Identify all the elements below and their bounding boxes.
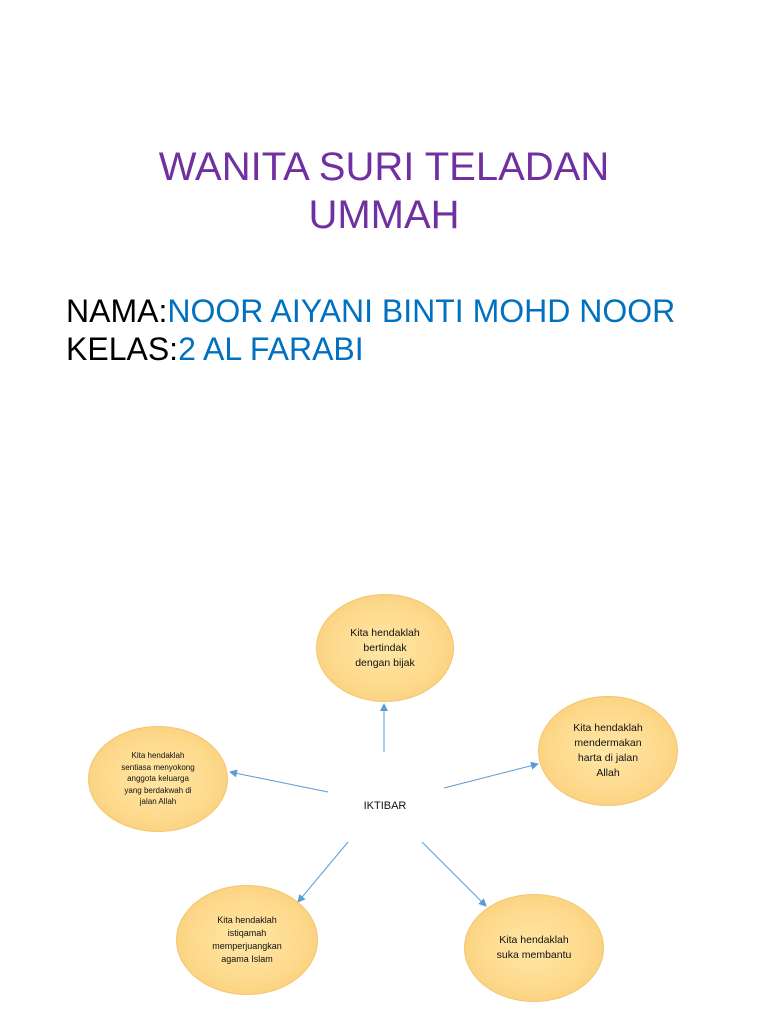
node-left-text: Kita hendaklah sentiasa menyokong anggota keluarga yang berdakwah di jalan Allah (121, 751, 195, 807)
arrow-to-bottom-left (298, 842, 348, 902)
node-top-text: Kita hendaklah bertindak dengan bijak (350, 626, 420, 669)
title-line-1: WANITA SURI TELADAN (158, 145, 610, 189)
name-value: NOOR AIYANI BINTI MOHD NOOR (167, 293, 676, 329)
node-bottom-right-text: Kita hendaklah suka membantu (496, 934, 572, 961)
node-right (538, 696, 678, 806)
node-bottom-right (464, 894, 604, 1002)
arrow-to-left (230, 772, 328, 792)
class-label: KELAS: (66, 331, 179, 367)
node-bottom-left (176, 885, 318, 995)
node-left (88, 726, 228, 832)
center-label: IKTIBAR (363, 800, 407, 812)
name-label: NAMA: (66, 293, 168, 329)
arrow-to-bottom-right (422, 842, 486, 906)
node-bottom-left-text: Kita hendaklah istiqamah memperjuangkan agama Islam (212, 915, 282, 964)
node-top (316, 594, 454, 702)
node-right-text: Kita hendaklah mendermakan harta di jalan Allah (573, 722, 643, 779)
title-line-2: UMMAH (308, 193, 460, 237)
class-value: 2 AL FARABI (178, 331, 364, 367)
arrow-to-right (444, 764, 538, 788)
